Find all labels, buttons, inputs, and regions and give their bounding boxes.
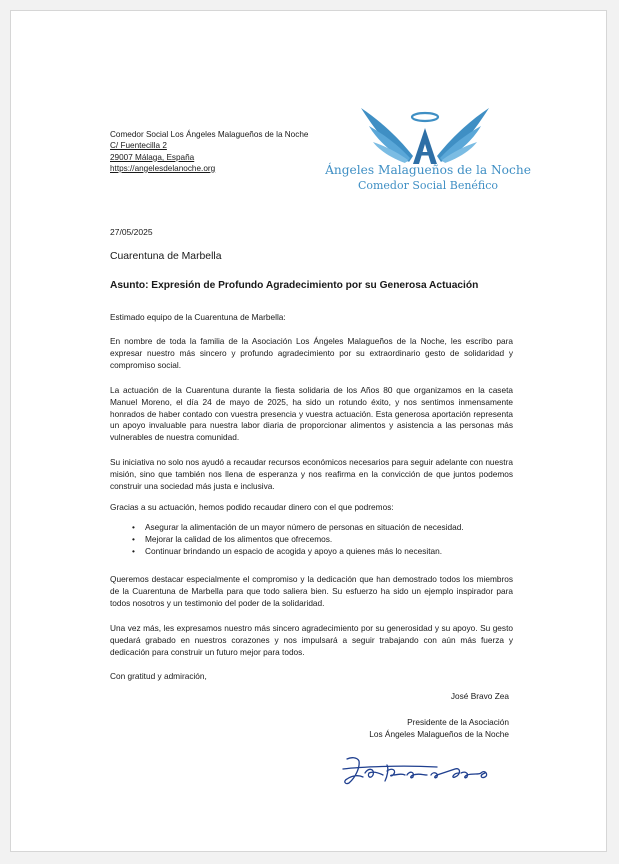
closing: Con gratitud y admiración, — [110, 671, 207, 681]
sender-name: Comedor Social Los Ángeles Malagueños de la Noche — [110, 130, 309, 139]
paragraph: En nombre de toda la familia de la Asociación Los Ángeles Malagueños de la Noche, les escribo para expresar nuestro más sincero y profundo agradecimiento por su extraordinario gesto de solidaridad y compromiso social. — [110, 336, 513, 370]
list-item: • Continuar brindando un espacio de acogida y apoyo a quienes más lo necesitan. — [132, 545, 443, 556]
list-item: • Mejorar la calidad de los alimentos que ofrecemos. — [132, 533, 333, 544]
signer-name: José Bravo Zea — [450, 691, 509, 701]
paragraph: Una vez más, les expresamos nuestro más sincero agradecimiento por su generosidad y su apoyo. Su gesto quedará grabado en nuestros corazones y nos impulsará a seguir trabajando con aún más fuerza y dedicación para construir un futuro mejor para todos. — [110, 623, 513, 657]
signer-role — [369, 716, 509, 740]
bullet-icon: • — [132, 533, 135, 544]
association-logo — [317, 104, 533, 204]
sender-address — [110, 129, 330, 174]
list-item: • Asegurar la alimentación de un mayor número de personas en situación de necesidad. — [132, 522, 464, 532]
paragraph: Queremos destacar especialmente el compromiso y la dedicación que han demostrado todos los miembros de la Cuarentuna de Marbella para que todo saliera bien. Su esfuerzo ha sido un ejemplo inspirador para todos nosotros y un testimonio del poder de la solidaridad. — [110, 574, 513, 608]
paragraph: Su iniciativa no solo nos ayudó a recaudar recursos económicos necesarios para seguir adelante con nuestra misión, sino que también nos llena de esperanza y nos reafirma en la convicción de que juntos podemos construir una sociedad más justa e inclusiva. — [110, 457, 513, 491]
signer-org: Los Ángeles Malagueños de la Noche — [369, 729, 509, 739]
greeting: Estimado equipo de la Cuarentuna de Marbella: — [110, 312, 286, 322]
subject-line: Asunto: Expresión de Profundo Agradecimiento por su Generosa Actuación — [110, 280, 479, 291]
bullet-icon: • — [132, 522, 135, 532]
angel-wings-icon — [317, 104, 533, 166]
paragraph: Gracias a su actuación, hemos podido recaudar dinero con el que podremos: — [110, 502, 394, 512]
paragraph: La actuación de la Cuarentuna durante la fiesta solidaria de los Años 80 que organizamos en la caseta Manuel Moreno, el día 24 de mayo de 2025, ha sido un rotundo éxito, y nos sentimos inmensamente honrados de haber contado con vuestra presencia y vuestra actuación. Esta generosa aportación representa un apoyo invaluable para nuestra labor diaria de proporcionar alimentos y asistencia a las personas más vulnerables de nuestra comunidad. — [110, 385, 513, 443]
logo-subtitle: Comedor Social Benéfico — [357, 179, 499, 192]
sender-website-link[interactable]: https://angelesdelanoche.org — [110, 163, 216, 173]
letter-page — [10, 10, 607, 852]
letter-date: 27/05/2025 — [110, 227, 153, 237]
sender-street: C/ Fuentecilla 2 — [110, 141, 167, 151]
bullet-icon: • — [132, 545, 135, 556]
logo-title: Ángeles Malagueños de la Noche — [325, 163, 531, 177]
handwritten-signature — [339, 753, 499, 789]
benefits-list — [110, 522, 464, 557]
recipient: Cuarentuna de Marbella — [110, 251, 222, 262]
signer-title: Presidente de la Asociación — [407, 717, 509, 727]
sender-city: 29007 Málaga, España — [110, 152, 195, 162]
